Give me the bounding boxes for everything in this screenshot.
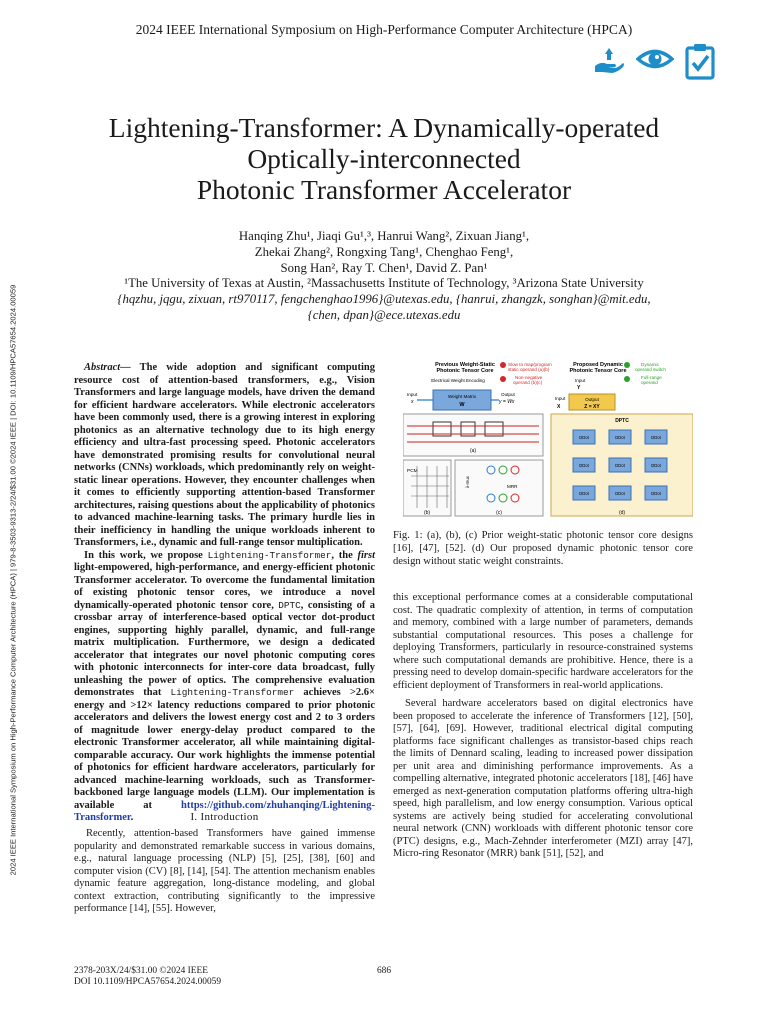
ddot-label: DDot — [579, 435, 589, 440]
abstract-paragraph: In this work, we propose Lightening-Transformer, the first light-empowered, high-performance, and energy-efficient photonic Transformer accelerator. To overcome the fundamental limitation of existing photonic tensor cores, we introduce a novel dynamically-operated photonic tensor core, DPTC, consisting of a crossbar array of interference-based optical vector dot-product engines, supporting highly parallel, dynamic, and full-range matrix multiplication. Furthermore, we design a dedicated accelerator that integrates our novel photonic computing cores with photonic interconnects for inter-core data broadcast, fully unleashing the power of optics. The comprehensive evaluation demonstrates that Lightening-Transformer achieves >2.6× energy and >12× latency reductions compared to prior photonic accelerators and delivers the lowest energy cost and 2 to 3 orders of magnitude lower energy-delay product compared to the electronic Transformer accelerator, all while maintaining digital-comparable accuracy. Our work highlights the immense potential of photonics for efficient hardware accelerators, particularly for advanced machine-learning workloads, such as Transformer-backboned large language models (LLM). Our implementation is available at https://github.com/zhuhanqing/Lightening-Transformer. — [74, 549, 376, 823]
available-badge-icon — [592, 42, 626, 80]
affiliations: ¹The University of Texas at Austin, ²Massachusetts Institute of Technology, ³Arizona State University — [124, 276, 644, 291]
intro-column-right — [393, 592, 693, 867]
fig-red-note: operand (b)(c) — [513, 380, 543, 385]
author-line: Zhekai Zhang², Rongxing Tang¹, Chenghao Feng¹, — [254, 244, 514, 259]
fig-encoding-label: Electrical Weight Encoding — [431, 378, 485, 383]
body-paragraph: this exceptional performance comes at a considerable computational cost. The quadratic complexity of attention, in terms of computation and memory, combined with a large number of parameters, demands substantial computational resources. This poses a challenge for deploying Transformers, particularly in resource-constrained systems where such computational demands are prohibitive. Hence, there is a pressing need to develop domain-specific hardware accelerators for the efficient deployment of Transformers in real-world applications. — [393, 592, 693, 691]
warning-dot — [500, 362, 506, 368]
author-line: Song Han², Ray T. Chen¹, David Z. Pan¹ — [280, 260, 488, 275]
ddot-label: DDot — [615, 435, 625, 440]
fig-green-note: operand switch — [635, 367, 666, 372]
checked-clipboard-icon — [684, 42, 716, 80]
abstract-label: Abstract — [84, 362, 121, 373]
dptc-label: DPTC — [615, 418, 629, 424]
title-line: Lightening-Transformer: A Dynamically-operated — [108, 112, 660, 143]
fig-green-note: operand — [641, 380, 658, 385]
mux-label: λ-mux — [465, 476, 470, 488]
author-block — [60, 229, 708, 324]
panel-label: (d) — [618, 510, 626, 516]
author-emails: {chen, dpan}@ece.utexas.edu — [307, 307, 461, 322]
ddot-label: DDot — [579, 463, 589, 468]
fig-input-label: Input — [555, 396, 566, 401]
code-link[interactable]: https://github.com/zhuhanqing/Lightening-Transformer — [74, 799, 375, 823]
body-paragraph: Several hardware accelerators based on digital electronics have been proposed to accelerate the inference of Transformers [12], [50], [57], [64], [69]. However, traditional electrical digital computing platforms face significant challenges as transistor-based chips reach the limits of Dennard scaling, leading to increased power dissipation per unit area and diminishing performance improvements. As a compelling alternative, integrated photonic accelerators [18], [46] have emerged as next-generation computation platforms offering ultra-high speed, high parallelism, and low energy consumption. Various optical systems are actively being studied for accelerating convolutional neural network (CNN) workloads with different photonic tensor core (PTC) designs, e.g., Mach-Zehnder interferometer (MZI) array [47], Micro-ring Resonator (MRR) bank [51], [52], and — [393, 698, 693, 859]
fig-green-note: Full-range — [641, 375, 662, 380]
ddot-label: DDot — [615, 491, 625, 496]
check-dot — [624, 376, 630, 382]
fig-red-note: Slow to map/program — [508, 362, 552, 367]
check-dot — [624, 362, 630, 368]
fig-red-note: Non-negative — [515, 375, 543, 380]
warning-dot — [500, 376, 506, 382]
fig-output-label: Output — [585, 397, 599, 402]
author-line: Hanqing Zhu¹, Jiaqi Gu¹,³, Hanrui Wang², Zixuan Jiang¹, — [238, 229, 530, 243]
fig-weight-label: Weight Matrix — [448, 394, 476, 399]
panel-label: (a) — [469, 448, 477, 454]
ddot-label: DDot — [651, 491, 661, 496]
emphasis: first — [357, 549, 375, 561]
ddot-label: DDot — [615, 463, 625, 468]
fig-green-note: Dynamic — [641, 362, 659, 367]
intro-column-left — [74, 828, 375, 916]
reproduced-eye-icon — [636, 42, 674, 80]
footer-copyright: 2378-203X/24/$31.00 ©2024 IEEE DOI 10.1109/HPCA57654.2024.00059 — [74, 966, 222, 987]
figure-caption: Fig. 1: (a), (b), (c) Prior weight-static photonic tensor core designs [16], [47], [52]. (d) Our proposed dynamic photonic tensor core design without static weight constraints. — [393, 530, 693, 567]
fig-input-symbol: x — [411, 399, 414, 405]
ddot-label: DDot — [651, 463, 661, 468]
section-heading: I. Introduction — [190, 811, 259, 823]
fig-output-eq: Z = XY — [584, 404, 600, 410]
author-emails: {hqzhu, jqgu, zixuan, rt970117, fengchenghao1996}@utexas.edu, {hanrui, zhangzk, songhan}@mit.edu, — [117, 292, 651, 307]
ddot-grid — [573, 430, 667, 500]
conference-header: 2024 IEEE International Symposium on High-Performance Computer Architecture (HPCA) — [135, 22, 633, 37]
fig-left-title: Photonic Tensor Core — [436, 368, 494, 374]
fig-red-note: static operand (a)(b) — [508, 367, 550, 372]
title-line: Photonic Transformer Accelerator — [196, 174, 572, 205]
page-number: 686 — [376, 966, 392, 976]
artifact-badges — [592, 42, 716, 80]
system-name: Lightening-Transformer — [207, 549, 332, 561]
fig-output-eq: y = Wx — [499, 399, 515, 405]
panel-label: (c) — [496, 510, 502, 516]
fig-left-title: Previous Weight-Static — [435, 362, 495, 368]
dptc-name: DPTC — [278, 599, 301, 611]
fig-output-label: Output — [501, 392, 515, 397]
fig-right-title: Proposed Dynamic — [573, 362, 623, 368]
abstract-paragraph: Abstract— The wide adoption and significant computing resource cost of attention-based transformers, e.g., Vision Transformers and large language models, have driven the demand for efficient hardware accelerators. While electronic accelerators have been commonly used, there is a growing interest in exploring photonics as an alternative technology due to its high energy efficiency and ultra-fast processing speed. Photonic accelerators have demonstrated promising results for convolutional neural networks (CNNs) workloads, which predominantly rely on weight-static linear operations. However, they encounter challenges when it comes to efficiently supporting attention-based Transformer architectures, raising questions about the applicability of photonics to advanced machine-learning tasks. The primary hurdle lies in their inefficiency in handling the unique workloads inherent to Transformers, i.e., dynamic and full-range tensor multiplication. — [74, 362, 375, 548]
ddot-label: DDot — [579, 491, 589, 496]
title-line: Optically-interconnected — [247, 143, 521, 174]
figure-1 — [403, 358, 693, 518]
panel-label: (b) — [423, 510, 431, 516]
fig-right-title: Photonic Tensor Core — [569, 368, 627, 374]
ddot-label: DDot — [651, 435, 661, 440]
paper-title — [40, 112, 728, 205]
side-identifier: 2024 IEEE International Symposium on High-Performance Computer Architecture (HPCA) | 979-8-3503-9313-2/24/$31.00 ©2024 IEEE | DOI: 10.1109/HPCA57654.2024.00059 — [8, 284, 18, 876]
system-name: Lightening-Transformer — [170, 687, 295, 698]
fig-input-symbol: X — [557, 404, 561, 410]
mrr-label: MRR — [507, 484, 518, 489]
fig-input-label: Input — [575, 378, 586, 383]
fig-input-symbol: Y — [577, 385, 581, 391]
pcm-label: PCM — [407, 469, 418, 474]
intro-paragraph: Recently, attention-based Transformers have gained immense popularity and demonstrated remarkable success in various domains, e.g., natural language processing (NLP) [5], [25], [38], [60] and computer vision (CV) [8], [14], [54]. The attention mechanism enables dynamic feature aggregation, long-distance modeling, and global context extraction, contributing significantly to the impressive performance [14], [55]. However, — [74, 828, 375, 914]
abstract — [74, 362, 375, 825]
fig-input-label: Input — [407, 392, 418, 397]
fig-weight-symbol: W — [459, 402, 465, 408]
